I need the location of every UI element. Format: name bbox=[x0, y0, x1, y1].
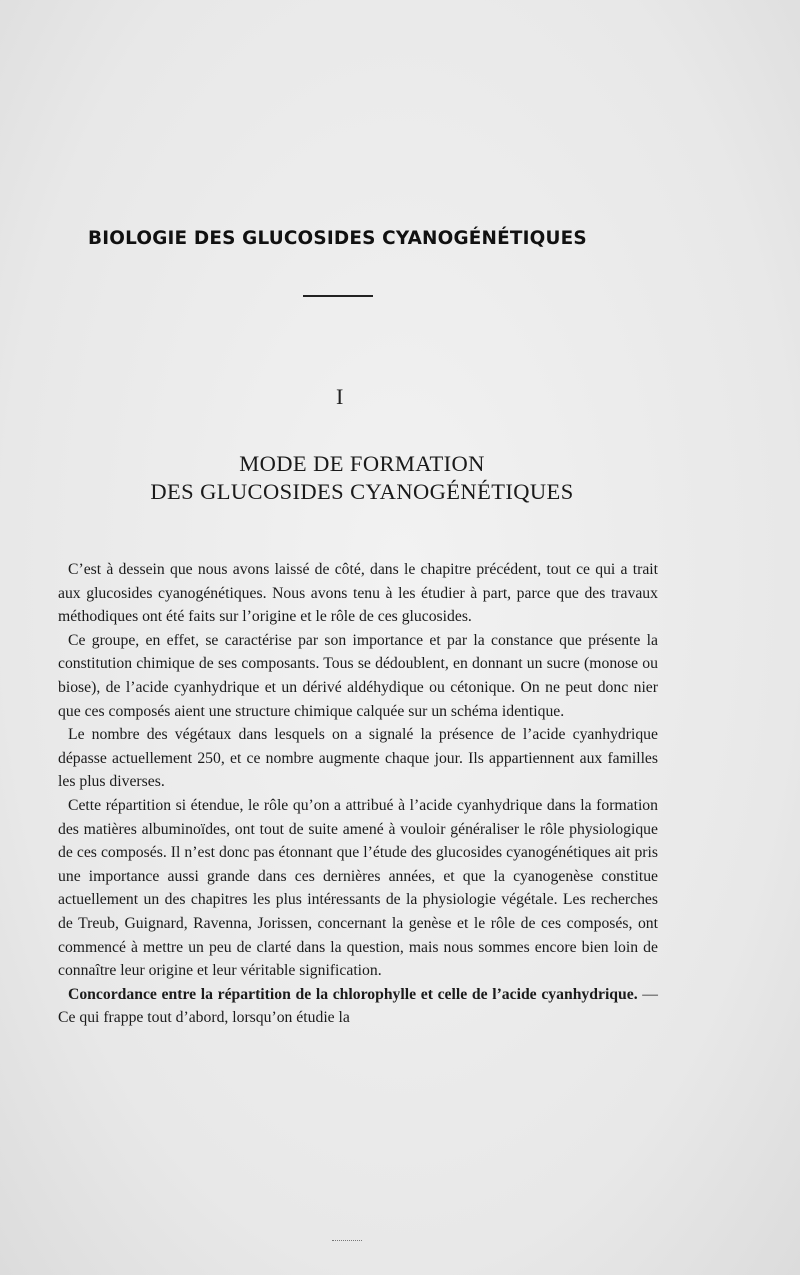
section-title-line-2: DES GLUCOSIDES CYANOGÉNÉTIQUES bbox=[150, 479, 574, 504]
subsection-lead: Concordance entre la répartition de la chlorophylle et celle de l’acide cyanhydrique. bbox=[68, 985, 638, 1003]
paragraph-4: Cette répartition si étendue, le rôle qu’on a attribué à l’acide cyanhydrique dans la formation des matières albuminoïdes, ont tout de suite amené à vouloir généraliser le rôle physiologique de ces composés. Il n’est donc pas étonnant que l’étude des glucosides cyanogénétiques ait pris une importance aussi grande dans ces dernières années, et que la cyanogenèse constitue actuellement un des chapitres les plus intéressants de la physiologie végétale. Les recherches de Treub, Guignard, Ravenna, Jorissen, concernant la genèse et le rôle de ces composés, ont commencé à mettre un peu de clarté dans la question, mais nous sommes encore bien loin de connaître leur origine et leur véritable signification. bbox=[58, 796, 658, 980]
paragraph-1: C’est à dessein que nous avons laissé de côté, dans le chapitre précédent, tout ce qui a trait aux glucosides cyanogénétiques. Nous avons tenu à les étudier à part, parce que des travaux méthodiques ont été faits sur l’origine et le rôle de ces glucosides. bbox=[58, 561, 658, 626]
paragraph-5-text: — Ce qui frappe tout d’abord, lorsqu’on étudie la bbox=[58, 985, 658, 1027]
page-heading: BIOLOGIE DES GLUCOSIDES CYANOGÉNÉTIQUES bbox=[88, 228, 587, 249]
section-number: I bbox=[336, 384, 344, 409]
footer-mark bbox=[332, 1240, 362, 1241]
section-title-line-1: MODE DE FORMATION bbox=[239, 451, 485, 476]
heading-rule bbox=[303, 295, 373, 297]
paragraph-3: Le nombre des végétaux dans lesquels on a signalé la présence de l’acide cyanhydrique dépasse actuellement 250, et ce nombre augmente chaque jour. Ils appartiennent aux familles les plus diverses. bbox=[58, 726, 658, 791]
paragraph-5 bbox=[58, 983, 658, 1030]
body-text bbox=[58, 558, 658, 1030]
paragraph-2: Ce groupe, en effet, se caractérise par son importance et par la constance que présente la constitution chimique de ses composants. Tous se dédoublent, en donnant un sucre (monose ou biose), de l’acide cyanhydrique et un dérivé aldéhydique ou cétonique. On ne peut donc nier que ces composés aient une structure chimique calquée sur un schéma identique. bbox=[58, 631, 658, 720]
